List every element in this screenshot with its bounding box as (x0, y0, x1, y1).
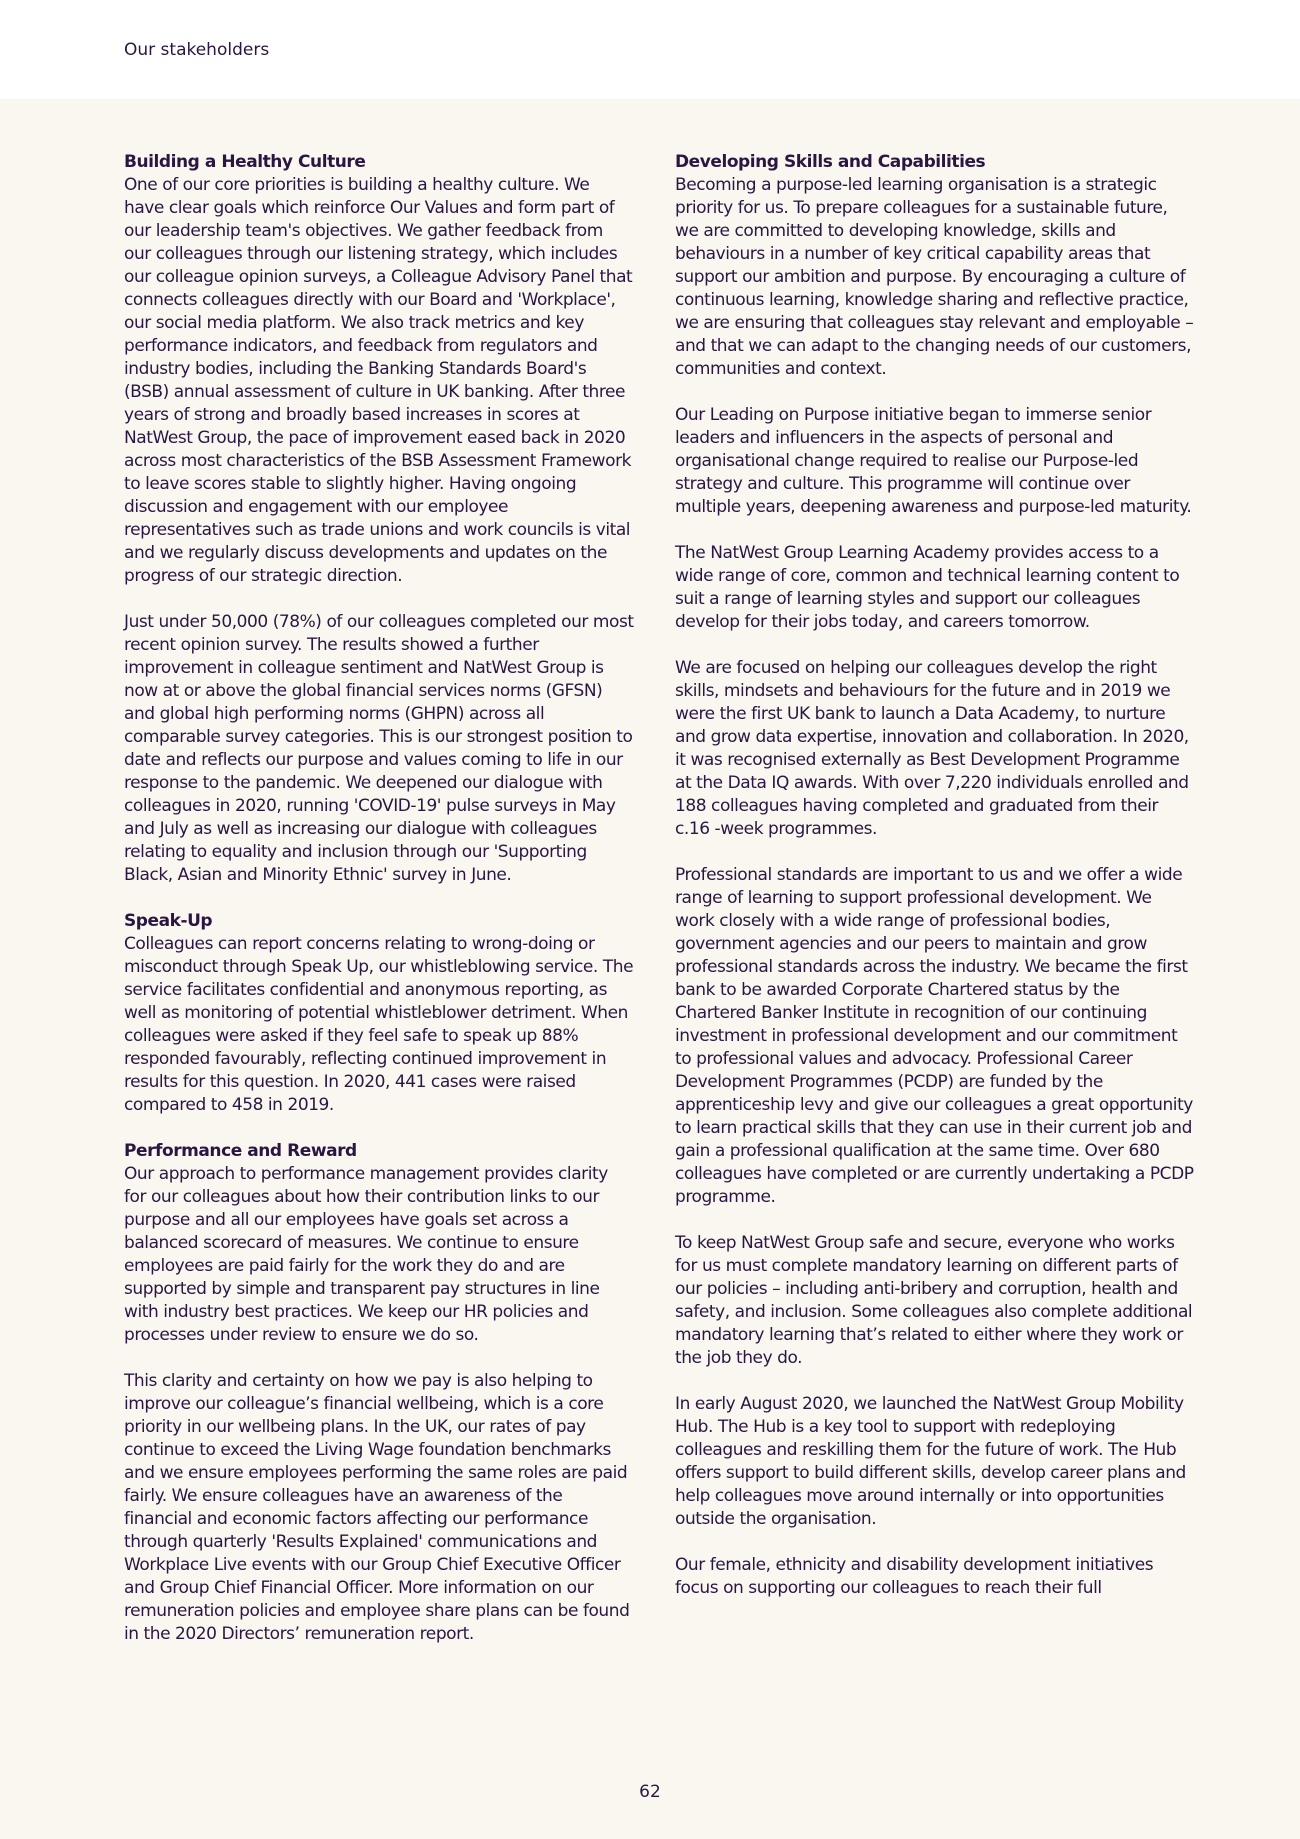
right-column (675, 151, 1195, 1623)
header-band (0, 0, 1300, 99)
performance-reward-section (124, 1140, 634, 1347)
skills-section (675, 151, 1195, 381)
skills-paragraph-2: Our Leading on Purpose initiative began to immerse senior leaders and influencers in the aspects of personal and organisational change required to realise our Purpose-led strategy and culture. This programme will continue over multiple years, deepening awareness and purpose-led maturity. (675, 405, 1192, 517)
healthy-culture-survey-section (124, 611, 634, 887)
professional-standards-section (675, 864, 1195, 1209)
mobility-hub-section (675, 1393, 1195, 1531)
skills-paragraph-3: The NatWest Group Learning Academy provides access to a wide range of core, common and technical learning content to suit a range of learning styles and support our colleagues develop for their jobs today, and careers tomorrow. (675, 543, 1180, 632)
skills-paragraph-6: To keep NatWest Group safe and secure, everyone who works for us must complete mandatory learning on different parts of our policies – including anti-bribery and corruption, health and safety, and inclusion. Some colleagues also complete additional mandatory learning that’s related to either where they work or the job they do. (675, 1233, 1193, 1368)
left-column (124, 151, 634, 1669)
data-academy-section (675, 657, 1195, 841)
leading-on-purpose-section (675, 404, 1195, 519)
page-number: 62 (639, 1782, 661, 1802)
skills-paragraph-1: Becoming a purpose-led learning organisation is a strategic priority for us. To prepare colleagues for a sustainable future, we are committed to developing knowledge, skills and behaviours in a number of key critical capability areas that support our ambition and purpose. By encouraging a culture of continuous learning, knowledge sharing and reflective practice, we are ensuring that colleagues stay relevant and employable – and that we can adapt to the changing needs of our customers, communities and context. (675, 175, 1194, 379)
healthy-culture-section (124, 151, 634, 588)
learning-academy-section (675, 542, 1195, 634)
pay-wellbeing-section (124, 1370, 634, 1646)
skills-paragraph-5: Professional standards are important to us and we offer a wide range of learning to support professional development. We work closely with a wide range of professional bodies, government agencies and our peers to maintain and grow professional standards across the industry. We became the first bank to be awarded Corporate Chartered status by the Chartered Banker Institute in recognition of our continuing investment in professional development and our commitment to professional values and advocacy. Professional Career Development Programmes (PCDP) are funded by the apprenticeship levy and give our colleagues a great opportunity to learn practical skills that they can use in their current job and gain a professional qualification at the same time. Over 680 colleagues have completed or are currently undertaking a PCDP programme. (675, 865, 1194, 1207)
performance-reward-heading: Performance and Reward (124, 1141, 357, 1161)
healthy-culture-paragraph-2: Just under 50,000 (78%) of our colleagues completed our most recent opinion survey. The results showed a further improvement in colleague sentiment and NatWest Group is now at or above the global financial services norms (GFSN) and global high performing norms (GHPN) across all comparable survey categories. This is our strongest position to date and reflects our purpose and values coming to life in our response to the pandemic. We deepened our dialogue with colleagues in 2020, running 'COVID-19' pulse surveys in May and July as well as increasing our dialogue with colleagues relating to equality and inclusion through our 'Supporting Black, Asian and Minority Ethnic' survey in June. (124, 612, 634, 885)
skills-heading: Developing Skills and Capabilities (675, 152, 986, 172)
skills-paragraph-4: We are focused on helping our colleagues develop the right skills, mindsets and behaviours for the future and in 2019 we were the first UK bank to launch a Data Academy, to nurture and grow data expertise, innovation and collaboration. In 2020, it was recognised externally as Best Development Programme at the Data IQ awards. With over 7,220 individuals enrolled and 188 colleagues having completed and graduated from their c.16 -week programmes. (675, 658, 1189, 839)
speak-up-paragraph: Colleagues can report concerns relating to wrong-doing or misconduct through Speak Up, our whistleblowing service. The service facilitates confidential and anonymous reporting, as well as monitoring of potential whistleblower detriment. When colleagues were asked if they feel safe to speak up 88% responded favourably, reflecting continued improvement in results for this question. In 2020, 441 cases were raised compared to 458 in 2019. (124, 934, 634, 1115)
speak-up-section (124, 910, 634, 1117)
performance-reward-paragraph-2: This clarity and certainty on how we pay is also helping to improve our colleague’s financial wellbeing, which is a core priority in our wellbeing plans. In the UK, our rates of pay continue to exceed the Living Wage foundation benchmarks and we ensure employees performing the same roles are paid fairly. We ensure colleagues have an awareness of the financial and economic factors affecting our performance through quarterly 'Results Explained' communications and Workplace Live events with our Group Chief Executive Officer and Group Chief Financial Officer. More information on our remuneration policies and employee share plans can be found in the 2020 Directors’ remuneration report. (124, 1371, 630, 1644)
skills-paragraph-8: Our female, ethnicity and disability development initiatives focus on supporting our colleagues to reach their full (675, 1555, 1154, 1598)
performance-reward-paragraph-1: Our approach to performance management provides clarity for our colleagues about how their contribution links to our purpose and all our employees have goals set across a balanced scorecard of measures. We continue to ensure employees are paid fairly for the work they do and are supported by simple and transparent pay structures in line with industry best practices. We keep our HR policies and processes under review to ensure we do so. (124, 1164, 608, 1345)
healthy-culture-paragraph-1: One of our core priorities is building a healthy culture. We have clear goals which reinforce Our Values and form part of our leadership team's objectives. We gather feedback from our colleagues through our listening strategy, which includes our colleague opinion surveys, a Colleague Advisory Panel that connects colleagues directly with our Board and 'Workplace', our social media platform. We also track metrics and key performance indicators, and feedback from regulators and industry bodies, including the Banking Standards Board's (BSB) annual assessment of culture in UK banking. After three years of strong and broadly based increases in scores at NatWest Group, the pace of improvement eased back in 2020 across most characteristics of the BSB Assessment Framework to leave scores stable to slightly higher. Having ongoing discussion and engagement with our employee representatives such as trade unions and work councils is vital and we regularly discuss developments and updates on the progress of our strategic direction. (124, 175, 633, 586)
healthy-culture-heading: Building a Healthy Culture (124, 152, 366, 172)
mandatory-learning-section (675, 1232, 1195, 1370)
section-label: Our stakeholders (124, 40, 270, 60)
speak-up-heading: Speak-Up (124, 911, 213, 931)
skills-paragraph-7: In early August 2020, we launched the NatWest Group Mobility Hub. The Hub is a key tool to support with redeploying colleagues and reskilling them for the future of work. The Hub offers support to build different skills, develop career plans and help colleagues move around internally or into opportunities outside the organisation. (675, 1394, 1186, 1529)
development-initiatives-section (675, 1554, 1195, 1600)
